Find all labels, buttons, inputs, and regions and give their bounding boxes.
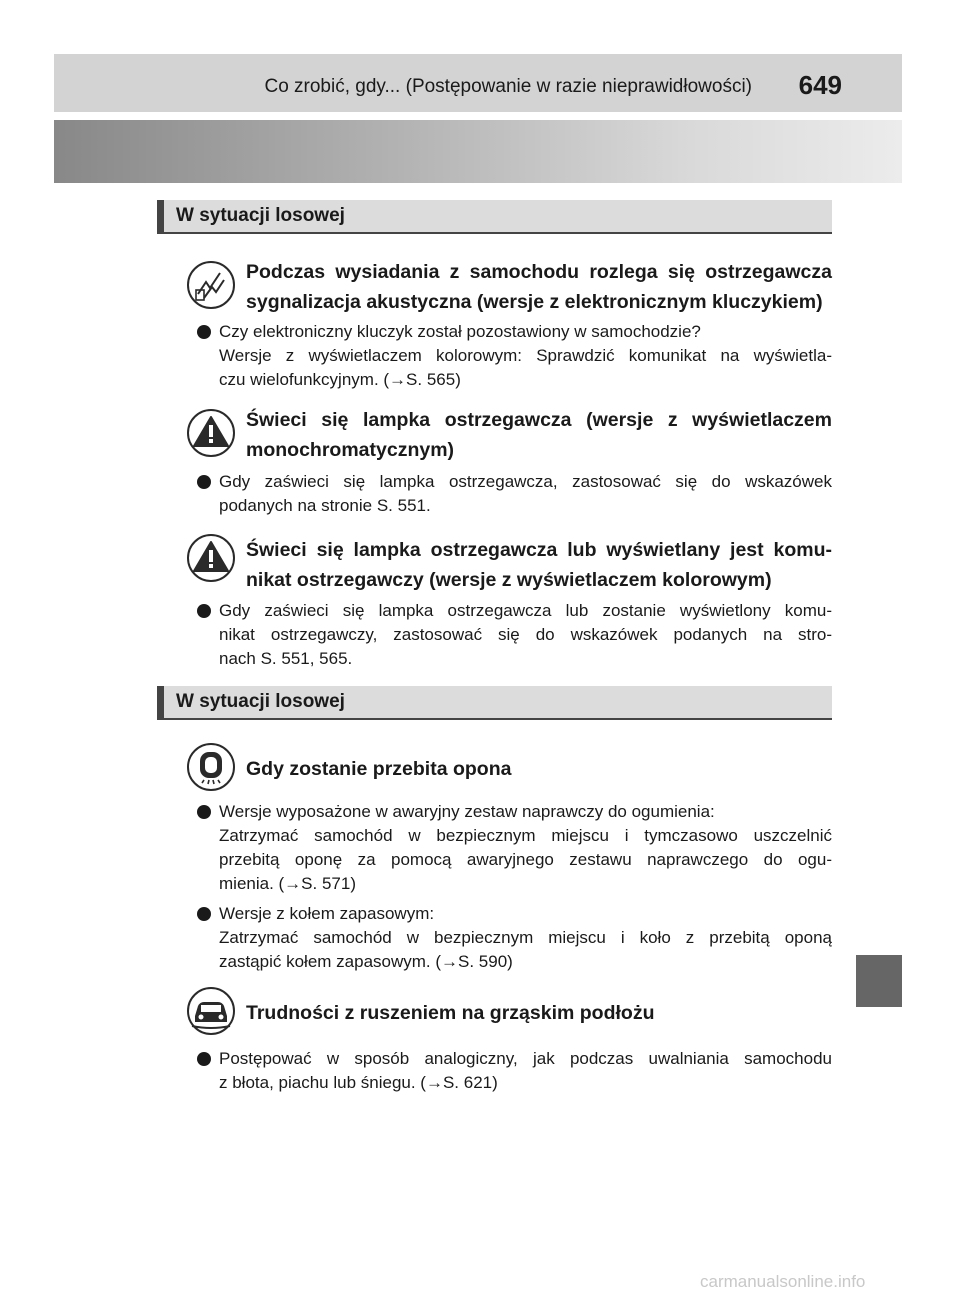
chapter-tab xyxy=(856,955,902,1007)
item-title: Świeci się lampka ostrzegawcza (wersje z wyświetlaczem monochromatycznym) xyxy=(246,409,832,461)
header-title: Co zrobić, gdy... (Postępowanie w razie nieprawidłowości) xyxy=(264,76,752,97)
warning-triangle-icon xyxy=(186,408,236,458)
item-title: Gdy zostanie przebita opona xyxy=(246,758,512,780)
bullet-dot-icon xyxy=(197,907,211,921)
bullet-dot-icon xyxy=(197,604,211,618)
watermark: carmanualsonline.info xyxy=(700,1272,866,1291)
bullet-item: Wersje wyposażone w awaryjny zestaw naprawczy do ogumienia: Zatrzymać samochód w bezpiecznym miejscu i tymczasowo uszczelnić przebitą oponę za pomocą awaryjnego zestawu naprawczego do ogu- mienia. (→S. 571) xyxy=(197,800,832,896)
section-heading-text: W sytuacji losowej xyxy=(176,205,345,226)
bullet-item: Gdy zaświeci się lampka ostrzegawcza, zastosować się do wskazówek podanych na stronie S. 551. xyxy=(197,470,832,518)
item-title: Podczas wysiadania z samochodu rozlega się ostrzegawcza sygnalizacja akustyczna (wersje z elektronicznym kluczykiem) xyxy=(246,261,832,313)
item-title: Trudności z ruszeniem na grząskim podłożu xyxy=(246,1002,655,1024)
bullet-dot-icon xyxy=(197,325,211,339)
electronic-key-alarm-icon xyxy=(186,260,236,310)
bullet-dot-icon xyxy=(197,805,211,819)
bullet-item: Postępować w sposób analogiczny, jak podczas uwalniania samochodu z błota, piachu lub śniegu. (→S. 621) xyxy=(197,1047,832,1095)
warning-triangle-icon xyxy=(186,533,236,583)
page-number: 649 xyxy=(798,70,842,100)
section-heading-text: W sytuacji losowej xyxy=(176,691,345,712)
page-header xyxy=(54,54,902,112)
bullet-item: Gdy zaświeci się lampka ostrzegawcza lub zostanie wyświetlony komu- nikat ostrzegawczy, zastosować się do wskazówek podanych na stro- nach S. 551, 565. xyxy=(197,599,832,671)
section-heading-2 xyxy=(157,686,832,720)
bullet-item: Czy elektroniczny kluczyk został pozostawiony w samochodzie? Wersje z wyświetlaczem kolorowym: Sprawdzić komunikat na wyświetla- czu wielofunkcyjnym. (→S. 565) xyxy=(197,320,832,392)
bullet-item: Wersje z kołem zapasowym: Zatrzymać samochód w bezpiecznym miejscu i koło z przebitą oponą zastąpić kołem zapasowym. (→S. 590) xyxy=(197,902,832,974)
section-heading-1 xyxy=(157,200,832,234)
bullet-dot-icon xyxy=(197,1052,211,1066)
bullet-dot-icon xyxy=(197,475,211,489)
item-title: Świeci się lampka ostrzegawcza lub wyświetlany jest komu- nikat ostrzegawczy (wersje z wyświetlaczem kolorowym) xyxy=(246,539,832,591)
stuck-car-icon xyxy=(186,986,236,1036)
gradient-band xyxy=(54,120,902,183)
flat-tire-icon xyxy=(186,742,236,792)
